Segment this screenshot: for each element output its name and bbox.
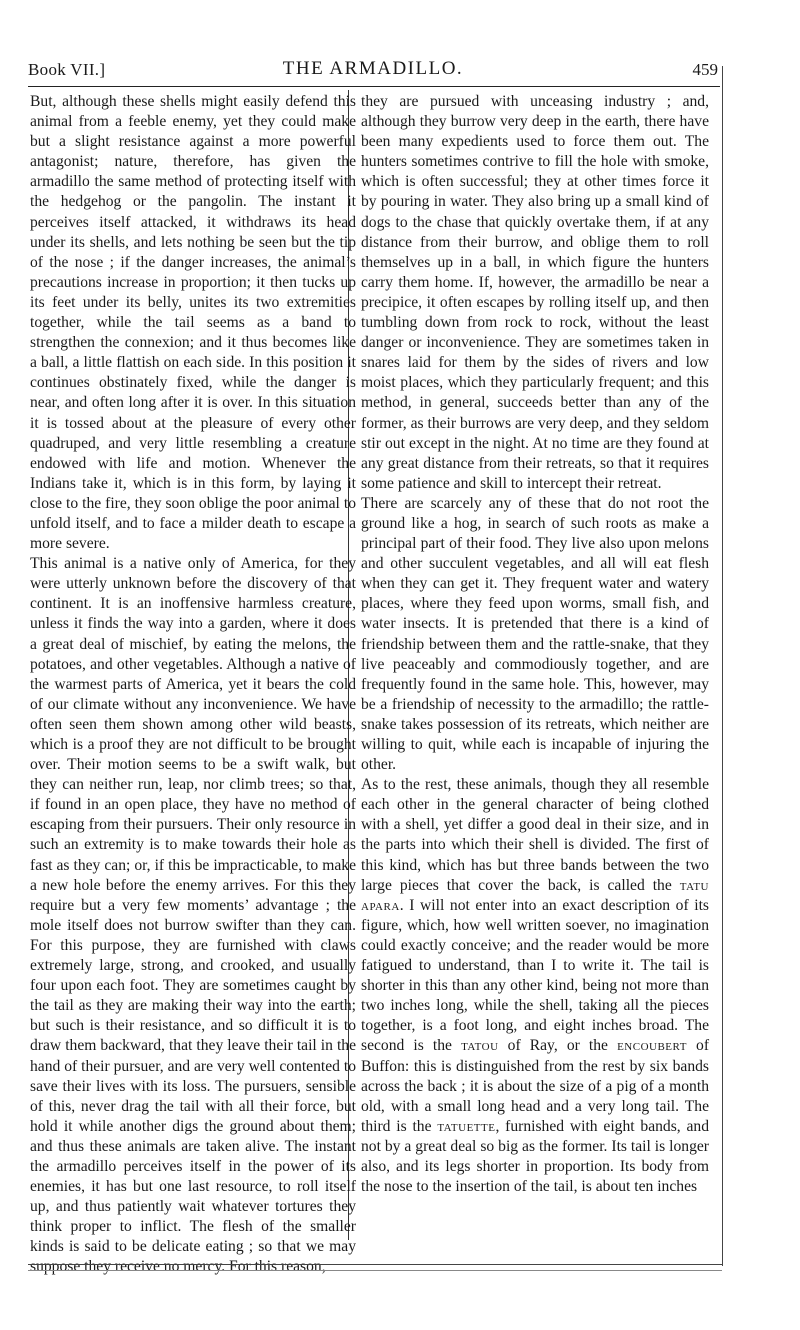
footer-rule [28,1264,722,1265]
page-number: 459 [692,60,718,79]
paragraph: This animal is a native only of America, for they were utterly unknown before the discovery of that continent. It is an inoffensive harmless creature, unless it finds the way into a garden, where it does a great deal of mischief, by eating the melons, the potatoes, and other vegetables. Although a native of the warmest parts of America, yet it bears the cold of our climate without any inconvenience. We have often seen them shown among other wild beasts, which is a proof they are not difficult to be brought over. Their motion seems to be a swift walk, but they can neither run, leap, nor climb trees; so that, if found in an open place, they have no method of escaping from their pursuers. Their only resource in such an extremity is to make towards their hole as fast as they can; or, if this be impracticable, to make a new hole before the enemy arrives. For this they require but a very few moments’ advantage ; the mole itself does not burrow swifter than they can. For this purpose, they are furnished with claws extremely large, strong, and crooked, and usually four upon each foot. They are sometimes caught by the tail as they are making their way into the earth; but such is their resistance, and so difficult it is to draw them backward, that they leave their tail in the hand of their pursuer, and are very well contented to save their lives with its loss. The pursuers, sensible of this, never drag the tail with all their force, but hold it while another digs the ground about them; and thus these animals are taken alive. The instant the armadillo perceives itself in the power of its enemies, it has but one last resource, to roll itself up, and thus patiently wait whatever tortures they think proper to inflict. The flesh of the smaller kinds is said to be delicate eating ; so that we may suppose they receive no mercy. For this reason, [30,555,356,1276]
text-run: . I will not enter into an exact description of its figure, which, how well written soever, no imagination could exactly conceive; and the reader would be more fatigued to understand, than I to write it. The tail is shorter in this than any other kind, being not more than two inches long, while the shell, taking all the pieces together, is a foot long, and eight inches broad. The second is the [361,896,709,1055]
text-run: , furnished with eight bands, and not by a great deal so big as the former. Its tail is longer also, and its legs shorter in proportion. Its body from the nose to the insertion of the tail, is about ten inches [361,1117,709,1196]
paragraph: But, although these shells might easily defend this animal from a feeble enemy, yet they could make but a slight resistance against a more powerful antagonist; nature, therefore, has given the armadillo the same method of protecting itself with the hedgehog or the pangolin. The instant it perceives itself attacked, it withdraws its head under its shells, and lets nothing be seen but the tip of the nose ; if the danger increases, the animal’s precautions increase in proportion; it then tucks up its feet under its belly, unites its two extremities together, while the tail seems as a band to strengthen the connexion; and it thus becomes like a ball, a little flattish on each side. In this position it continues obstinately fixed, while the danger is near, and often long after it is over. In this situation it is tossed about at the pleasure of every other quadruped, and very little resembling a creature endowed with life and motion. Whenever the Indians take it, which is in this form, by laying it close to the fire, they soon oblige the poor animal to unfold itself, and to face a milder death to escape a more severe. [30,93,356,553]
right-column [361,92,709,1240]
species-name: tatou [461,1037,499,1055]
footer-rule-secondary [28,1270,722,1271]
page-edge-line [722,66,723,1266]
text-run: of Buffon: this is distinguished from the rest by six bands across the back ; it is about the size of a pig of a month old, with a small long head and a very long tail. The third is the [361,1037,710,1135]
species-name: tatu apara [361,876,709,914]
paragraph: There are scarcely any of these that do not root the ground like a hog, in search of such roots as make a principal part of their food. They live also upon melons and other succulent vegetables, and all will eat flesh when they can get it. They frequent water and watery places, where they feed upon worms, small fish, and water insects. It is pretended that there is a kind of friendship between them and the rattle-snake, that they live peaceably and commodiously together, and are frequently found in the same hole. This, however, may be a friendship of necessity to the armadillo; the rattle-snake takes possession of its retreats, which neither are willing to quit, while each is incapable of injuring the other. [361,494,709,774]
text-run: of Ray, or the [498,1037,618,1055]
species-name: encoubert [617,1037,687,1055]
running-title: THE ARMADILLO. [282,58,464,79]
species-name: tatuette [437,1117,496,1135]
book-section-label: Book VII.] [28,60,106,79]
text-run: As to the rest, these animals, though they all resemble each other in the general character of being clothed with a shell, yet differ a good deal in their size, and in the parts into which their shell is divided. The first of this kind, which has but three bands between the two large pieces that cover the back, is called the [361,776,709,894]
left-column [30,92,356,1276]
running-header [28,48,718,88]
header-rule [28,86,720,87]
paragraph: they are pursued with unceasing industry ; and, although they burrow very deep in the earth, there have been many expedients used to force them out. The hunters sometimes contrive to fill the hole with smoke, which is often successful; they at other times force it by pouring in water. They also bring up a small kind of dogs to the chase that quickly overtake them, if at any distance from their burrow, and oblige them to roll themselves up in a ball, in which figure the hunters carry them home. If, however, the armadillo be near a precipice, it often escapes by rolling itself up, and then tumbling down from rock to rock, without the least danger or inconvenience. They are sometimes taken in snares laid for them by the sides of rivers and low moist places, which they particularly frequent; and this method, in general, succeeds better than any of the former, as their burrows are very deep, and they seldom stir out except in the night. At no time are they found at any great distance from their retreats, so that it requires some patience and skill to intercept their retreat. [361,93,709,492]
paragraph [361,775,709,1197]
